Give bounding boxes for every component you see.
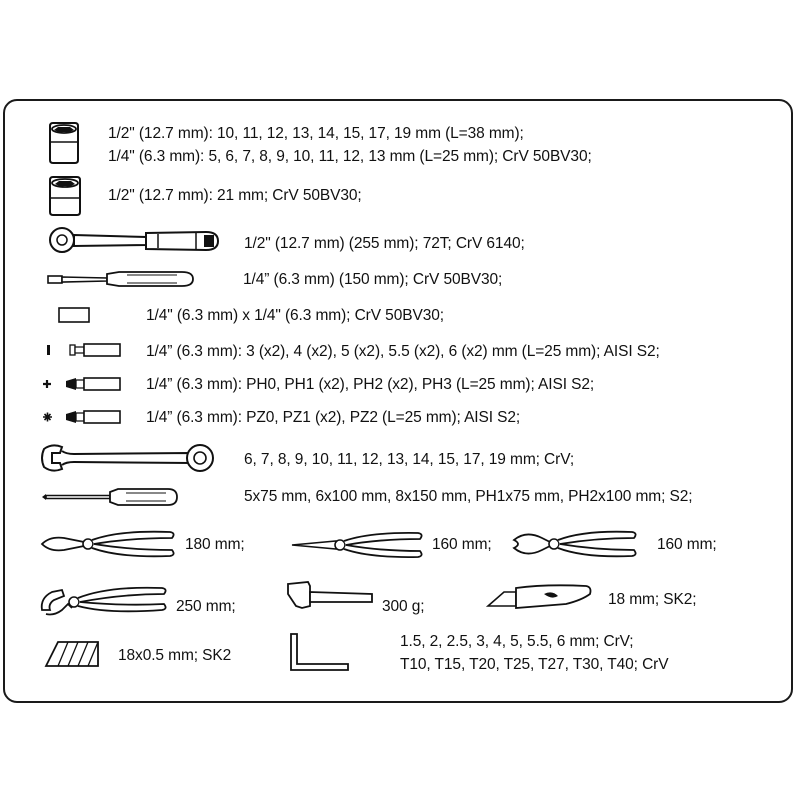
item-socket-21: 1/2" (12.7 mm): 21 mm; CrV 50BV30; xyxy=(108,187,362,204)
adapter-icon xyxy=(58,307,90,328)
item-adapter: 1/4" (6.3 mm) x 1/4" (6.3 mm); CrV 50BV30; xyxy=(146,307,444,324)
item-water-pump-pliers: 250 mm; xyxy=(176,598,236,615)
item-socket-line-1: 1/2" (12.7 mm): 10, 11, 12, 13, 14, 15, 17, 19 mm (L=38 mm); xyxy=(108,125,524,142)
item-utility-knife: 18 mm; SK2; xyxy=(608,591,697,608)
item-side-cutters: 160 mm; xyxy=(657,536,717,553)
combination-pliers-icon xyxy=(40,526,180,567)
bit-holder-screwdriver-icon xyxy=(47,268,197,295)
item-snap-off-blades: 18x0.5 mm; SK2 xyxy=(118,647,232,664)
snap-off-blades-icon xyxy=(44,640,100,673)
item-hex-keys-line-1: 1.5, 2, 2.5, 3, 4, 5, 5.5, 6 mm; CrV; xyxy=(400,633,634,650)
item-hammer: 300 g; xyxy=(382,598,425,615)
item-pozidriv-bits: 1/4” (6.3 mm): PZ0, PZ1 (x2), PZ2 (L=25 mm); AISI S2; xyxy=(146,409,521,426)
side-cutters-icon xyxy=(512,526,642,567)
hex-key-icon xyxy=(288,632,350,677)
utility-knife-icon xyxy=(486,582,596,621)
item-hex-keys-line-2: T10, T15, T20, T25, T27, T30, T40; CrV xyxy=(400,656,669,673)
combination-wrench-icon xyxy=(40,441,216,480)
socket-icon xyxy=(45,176,85,221)
phillips-bit-icon xyxy=(40,374,126,399)
water-pump-pliers-icon xyxy=(38,580,170,625)
item-combination-wrenches: 6, 7, 8, 9, 10, 11, 12, 13, 14, 15, 17, 19 mm; CrV; xyxy=(244,451,575,468)
socket-icon xyxy=(44,122,84,169)
ratchet-handle-icon xyxy=(46,226,226,261)
item-bit-holder: 1/4” (6.3 mm) (150 mm); CrV 50BV30; xyxy=(243,271,503,288)
hammer-icon xyxy=(286,578,376,625)
item-long-nose-pliers: 160 mm; xyxy=(432,536,492,553)
long-nose-pliers-icon xyxy=(290,528,430,567)
item-combination-pliers: 180 mm; xyxy=(185,536,245,553)
item-screwdrivers: 5x75 mm, 6x100 mm, 8x150 mm, PH1x75 mm, PH2x100 mm; S2; xyxy=(244,488,693,505)
item-flat-bits: 1/4” (6.3 mm): 3 (x2), 4 (x2), 5 (x2), 5.5 (x2), 6 (x2) mm (L=25 mm); AISI S2; xyxy=(146,343,660,360)
item-socket-line-2: 1/4" (6.3 mm): 5, 6, 7, 8, 9, 10, 11, 12, 13 mm (L=25 mm); CrV 50BV30; xyxy=(108,148,592,165)
item-ratchet: 1/2" (12.7 mm) (255 mm); 72T; CrV 6140; xyxy=(244,235,525,252)
screwdriver-icon xyxy=(40,486,180,513)
item-phillips-bits: 1/4” (6.3 mm): PH0, PH1 (x2), PH2 (x2), PH3 (L=25 mm); AISI S2; xyxy=(146,376,595,393)
flat-bit-icon xyxy=(46,341,126,364)
pozidriv-bit-icon xyxy=(40,407,126,432)
